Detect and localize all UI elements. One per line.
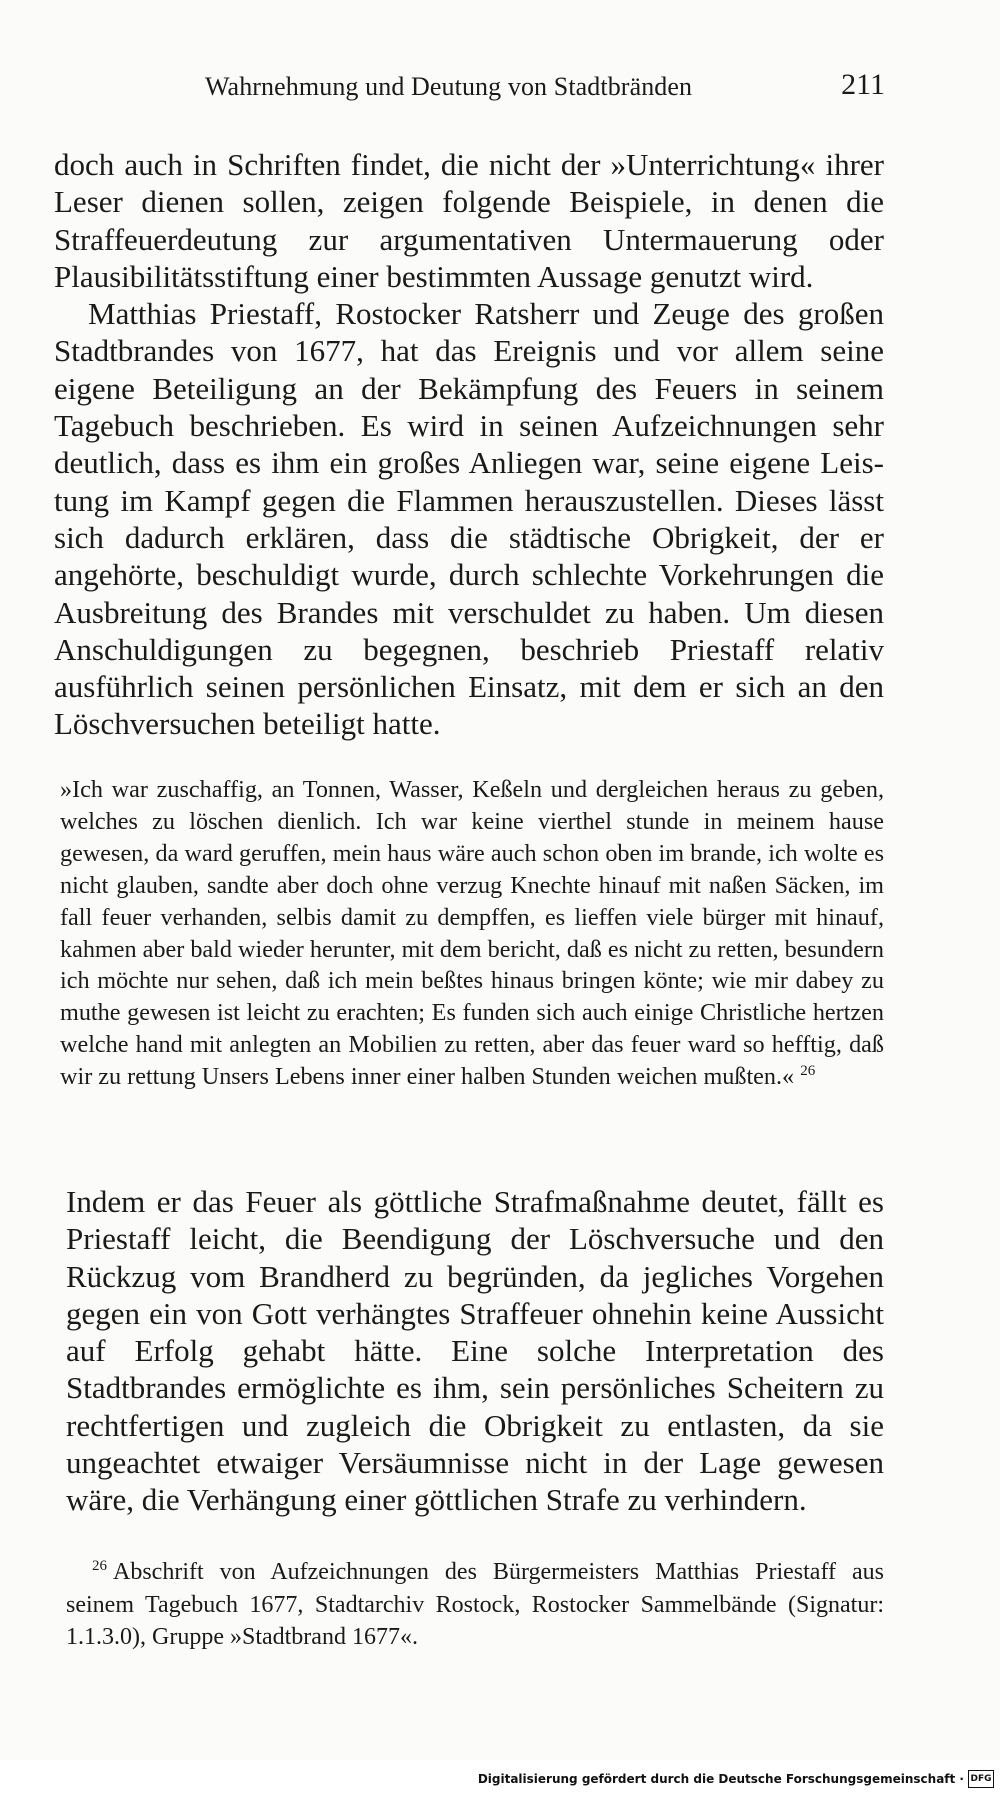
footnote-number: 26 <box>92 1558 107 1574</box>
page-number: 211 <box>841 68 885 101</box>
dfg-logo-icon: DFG <box>968 1770 994 1788</box>
footnote-text: Abschrift von Aufzeichnungen des Bürgermeisters Matthias Priestaff aus seinem Tagebuch 1677, Stadtarchiv Rostock, Rostocker Sammelbände (Signatur: 1.1.3.0), Gruppe »Stadtbrand 1677«. <box>66 1559 884 1650</box>
block-quote <box>60 774 884 1093</box>
funding-notice-text: Digitalisierung gefördert durch die Deutsche Forschungsgemeinschaft · <box>477 1772 964 1786</box>
paragraph-interpretation: Indem er das Feuer als göttliche Strafmaßnahme deutet, fällt es Priestaff leicht, die Beendigung der Löschversuche und den Rückzug vom Brandherd zu begründen, da jegliches Vorgehen gegen ein von Gott verhängtes Straffeuer ohnehin keine Aussicht auf Erfolg gehabt hätte. Eine solche Interpretation des Stadtbrandes ermöglichte es ihm, sein persönliches Scheitern zu rechtfertigen und zugleich die Obrigkeit zu entlasten, da sie ungeachtet etwaiger Versäumnisse nicht in der Lage gewesen wäre, die Verhängung einer göttlichen Strafe zu verhindern. <box>66 1184 884 1518</box>
main-text-lower <box>66 1183 884 1519</box>
running-head-title: Wahrnehmung und Deutung von Stadtbränden <box>205 72 693 101</box>
paragraph-continuation: doch auch in Schriften findet, die nicht der »Unterrichtung« ihrer Leser dienen sollen, zeigen folgende Beispiele, in denen die Straffeuerdeutung zur argumentativen Untermauerung oder Plausibilitätsstiftung einer bestimmten Aussage genutzt wird. <box>54 147 884 294</box>
funding-notice <box>478 1769 994 1789</box>
main-text-upper <box>54 146 884 743</box>
footnote <box>66 1556 884 1654</box>
footnote-reference: 26 <box>800 1063 816 1080</box>
quote-text: »Ich war zuschaffig, an Tonnen, Wasser, Keßeln und dergleichen heraus zu geben, welches zu löschen dienlich. Ich war keine vierthel stunde in meinem hause gewesen, da ward geruffen, mein haus wäre auch schon oben im brande, ich wolte es nicht glauben, sandte aber doch ohne verzug Knechte hinauf mit naßen Säcken, im fall feuer verhanden, selbis damit zu dempffen, es lieffen viele bürger mit hinauf, kahmen aber bald wieder herunter, mit dem bericht, daß es nicht zu retten, besundern ich möchte nur sehen, daß ich mein beßtes hinaus bringen könte; wie mir dabey zu muthe gewesen ist leicht zu erachten; Es funden sich auch einige Christliche hertzen welche hand mit anlegten an Mobilien zu retten, aber das feuer ward so hefftig, daß wir zu rettung Unsers Lebens inner einer halben Stunden weichen mußten.« <box>60 776 884 1091</box>
paragraph-priestaff: Matthias Priestaff, Rostocker Ratsherr und Zeuge des großen Stadtbrandes von 1677, hat das Ereignis und vor allem seine eigene Beteiligung an der Bekämpfung des Feuers in seinem Tagebuch beschrieben. Es wird in seinen Aufzeichnungen sehr deutlich, dass es ihm ein großes Anliegen war, seine eigene Leistung im Kampf gegen die Flammen herauszustellen. Dieses lässt sich dadurch erklären, dass die städtische Obrigkeit, der er angehörte, beschuldigt wurde, durch schlechte Vorkehrungen die Ausbreitung des Brandes mit verschuldet zu haben. Um diesen Anschuldigungen zu begegnen, beschrieb Priestaff relativ ausführlich seinen persönlichen Einsatz, mit dem er sich an den Löschversuchen beteiligt hatte. <box>54 296 884 742</box>
